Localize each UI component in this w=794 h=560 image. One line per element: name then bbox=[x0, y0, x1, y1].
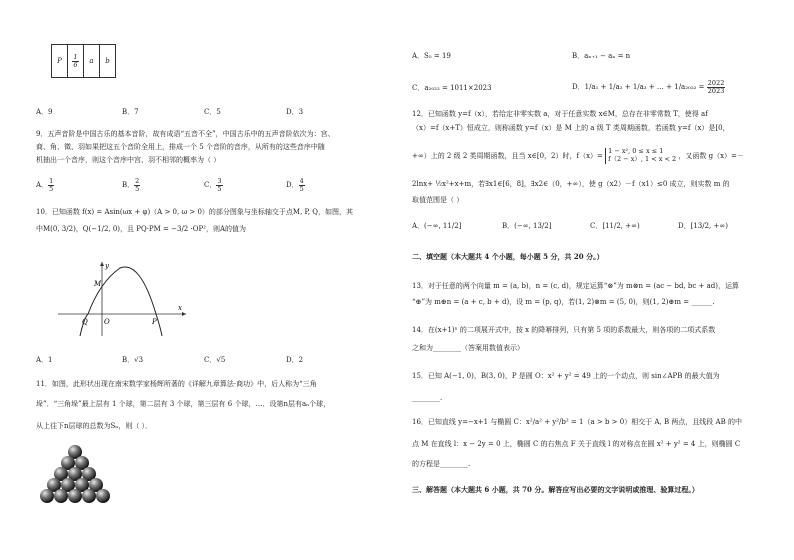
graph-label-x: x bbox=[178, 304, 182, 312]
q16-line1: 16．已知直线 y=−x+1 与椭圆 C：x²/a² + y²/b² = 1（a > b > 0）相交于 A, B 两点，且线段 AB 的中 bbox=[412, 418, 742, 426]
ball bbox=[40, 489, 54, 503]
q11-option-a: A．S₅ = 19 bbox=[412, 52, 451, 60]
q10-option-d: D．2 bbox=[286, 356, 304, 364]
q11-option-d: D．1/a₁ + 1/a₂ + 1/a₃ + … + 1/a₂₀₂₂ = $\frac{2022}{2023}$ bbox=[572, 79, 725, 95]
q13-line2: “⊕”为 m⊕n = (a + c, b + d)，设 m = (p, q)，若(1, 2)⊗m = (5, 0)，则(1, 2)⊕m = ______. bbox=[412, 298, 715, 306]
y-axis-arrow bbox=[100, 262, 104, 266]
q14-line2: 之和为________（答案用数值表示） bbox=[412, 344, 524, 352]
q10-option-a: A．1 bbox=[36, 356, 53, 364]
graph-label-o: O bbox=[104, 318, 110, 326]
q8-option-a: A．9 bbox=[36, 108, 53, 116]
q11-option-c: C．a₂₀₂₂ = 1011×2023 bbox=[412, 84, 492, 92]
sine-graph bbox=[58, 258, 188, 338]
graph-label-m: M bbox=[94, 280, 102, 288]
q10-line1: 10．已知函数 f(x) = Asin(ωx + φ)（A > 0, ω > 0）的部分图象与坐标轴交于点M, P, Q，如图，其 bbox=[36, 208, 354, 216]
q10-option-b: B．√3 bbox=[122, 356, 144, 364]
q9-option-a: A． $\frac{1}{5}$ bbox=[36, 177, 54, 193]
q10-option-c: C．√5 bbox=[204, 356, 226, 364]
q9-option-d: D． $\frac{4}{5}$ bbox=[286, 177, 304, 193]
q15-line1: 15．已知 A(−1, 0)，B(3, 0)，P 是圆 O：x² + y² = 49 上的一个动点，则 sin∠APB 的最大值为 bbox=[412, 372, 720, 380]
q12-option-d: D．[13/2, +∞) bbox=[678, 222, 728, 230]
q12-line3: +∞）上的 2 级 2 类周期函数，且当 x∈[0，2）时，f（x）= 1 − x², 0 ≤ x ≤ 1 f（2 − x）, 1 < x < 2 ，又函数 g（x）=－ bbox=[412, 147, 744, 163]
ball bbox=[96, 489, 110, 503]
q12-option-a: A．(−∞, 11/2] bbox=[412, 222, 462, 230]
q12-line2: （x）=f（x+T）恒成立，则称函数 y=f（x）是 M 上的 a 级 T 类周期函数，若函数 y=f（x）是[0， bbox=[412, 124, 730, 132]
table-cell: a bbox=[84, 45, 100, 78]
q11-line1: 11．如图，此形状出现在南宋数学家杨辉所著的《详解九章算法·商功》中，后人称为“三角 bbox=[36, 380, 317, 388]
section-fill-in-heading: 二、填空题（本大题共 4 个小题，每小题 5 分，共 20 分。） bbox=[412, 252, 604, 261]
graph-label-q: Q bbox=[82, 318, 88, 326]
q8-option-c: C．5 bbox=[204, 108, 221, 116]
graph-label-y: y bbox=[105, 262, 109, 270]
q12-line4: 2lnx+ ½x²+x+m，若∃x1∈[6，8]，∃x2∈（0，+∞），使 g（x2）－f（x1）≤0 成立，则实数 m 的 bbox=[412, 180, 730, 188]
section-answer-heading: 三、解答题（本大题共 6 小题，共 70 分。解答应写出必要的文字说明或推理、验算过程。） bbox=[412, 485, 699, 494]
x-axis-arrow bbox=[182, 312, 186, 316]
q9-line3: 机抽出一个音序，则这个音序中宫、羽不相邻的概率为（ ） bbox=[36, 156, 221, 164]
q15-line2: ________. bbox=[412, 394, 443, 402]
q8-option-b: B．7 bbox=[122, 108, 139, 116]
q12-option-b: B．(−∞, 13/2] bbox=[502, 222, 552, 230]
q12-option-c: C．[11/2, +∞) bbox=[590, 222, 640, 230]
ball bbox=[82, 489, 96, 503]
q16-line3: 的方程是________. bbox=[412, 460, 471, 468]
ball-pile-image bbox=[40, 444, 110, 506]
q9-option-c: C． $\frac{3}{5}$ bbox=[204, 177, 222, 193]
table-cell: b bbox=[100, 45, 116, 78]
q11-option-b: B．aₙ₊₁ − aₙ = n bbox=[572, 52, 631, 60]
graph-label-p: P bbox=[152, 318, 157, 326]
probability-table bbox=[51, 44, 116, 78]
q11-line2: 垛”．“三角垛”最上层有 1 个球，第二层有 3 个球，第三层有 6 个球，…．设第n层有aₙ个球， bbox=[36, 400, 331, 408]
ball bbox=[68, 489, 82, 503]
q9-line2: 商、角、徵、羽如果把这五个音阶全用上，排成一个 5 个音阶的音序，从所有的这些音序中随 bbox=[36, 143, 325, 151]
q12-line5: 取值范围是（ ） bbox=[412, 196, 464, 204]
q16-line2: 点 M 在直线 l：x − 2y = 0 上，椭圆 C 的右焦点 F 关于直线 l 的对称点在圆 x² + y² = 4 上，则椭圆 C bbox=[412, 440, 741, 448]
q9-line1: 9．五声音阶是中国古乐的基本音阶，故有成语“五音不全”，中国古乐中的五声音阶依次为：宫、 bbox=[36, 130, 335, 138]
q9-option-b: B． $\frac{2}{5}$ bbox=[122, 177, 140, 193]
q10-line2: 中M(0, 3/2)，Q(−1/2, 0)，且 PQ·PM = −3/2 ·OP²，则A的值为 bbox=[36, 225, 247, 233]
q8-option-d: D．3 bbox=[286, 108, 304, 116]
table-cell: $\frac{1}{6}$ bbox=[68, 45, 84, 78]
q11-line3: 从上往下n层球的总数为Sₙ，则（ ）． bbox=[36, 422, 153, 430]
ball bbox=[54, 489, 68, 503]
table-cell-label: P bbox=[52, 45, 68, 78]
q13-line1: 13．对于任意的两个向量 m = (a, b)，n = (c, d)，规定运算“⊗”为 m⊗n = (ac − bd, bc + ad)，运算 bbox=[412, 282, 740, 290]
q14-line1: 14．在(x+1)ⁿ 的二项展开式中，按 x 的降幂排列，只有第 5 项的系数最大，则各项的二项式系数 bbox=[412, 326, 716, 334]
q12-line1: 12．已知函数 y=f（x），若给定非零实数 a，对于任意实数 x∈M，总存在非零常数 T，使得 af bbox=[412, 110, 708, 118]
sine-curve bbox=[80, 267, 162, 336]
